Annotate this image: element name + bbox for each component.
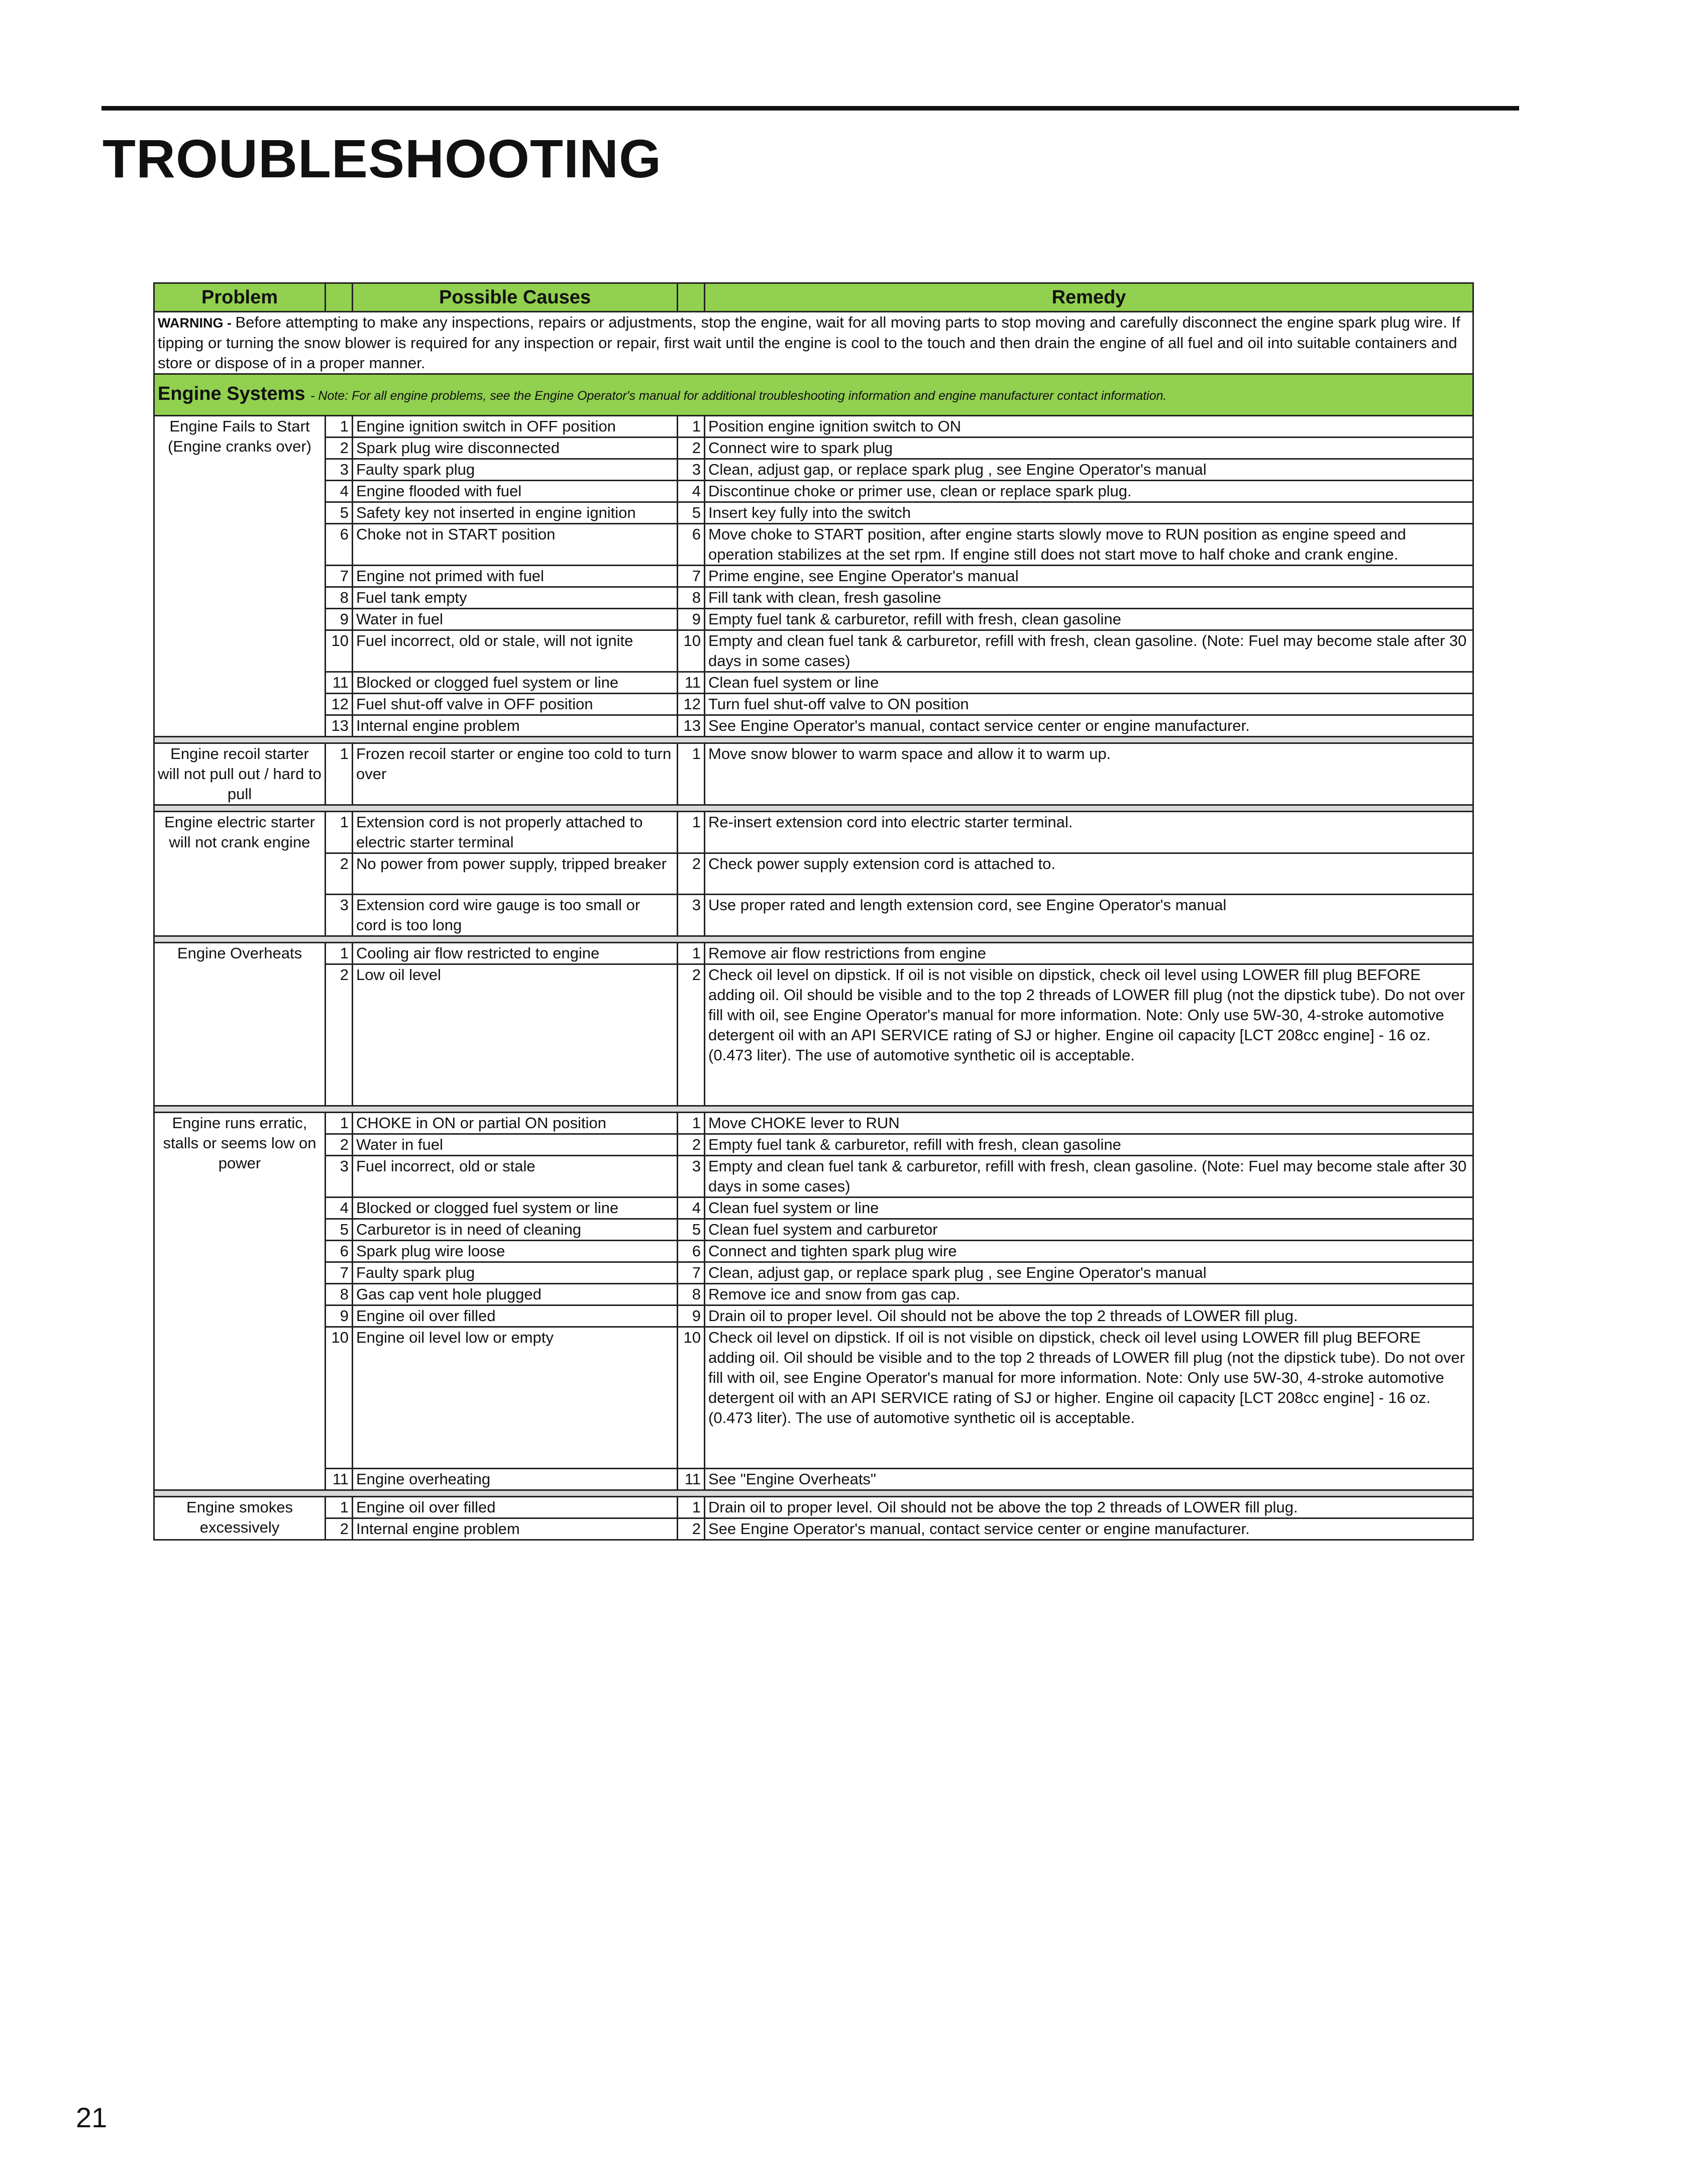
- cause-number: 1: [326, 416, 353, 438]
- cause-cell: Engine oil level low or empty: [353, 1327, 678, 1469]
- problem-cell: Engine recoil starter will not pull out / hard to pull: [154, 743, 326, 805]
- remedy-number: 3: [678, 895, 705, 936]
- cause-cell: Carburetor is in need of cleaning: [353, 1219, 678, 1241]
- remedy-number: 3: [678, 459, 705, 481]
- cause-number: 8: [326, 587, 353, 609]
- remedy-number: 2: [678, 1518, 705, 1540]
- page-number: 21: [76, 2102, 108, 2133]
- remedy-number: 7: [678, 566, 705, 587]
- table-row: [154, 524, 1473, 566]
- cause-cell: No power from power supply, tripped breaker: [353, 853, 678, 895]
- table-row: [154, 672, 1473, 694]
- table-row: [154, 895, 1473, 936]
- separator-cell: [154, 1490, 1473, 1497]
- remedy-cell: Move choke to START position, after engine starts slowly move to RUN position as engine speed and operation stabilizes at the set rpm. If engine still does not start move to half choke and crank engine.: [705, 524, 1473, 566]
- remedy-cell: Turn fuel shut-off valve to ON position: [705, 694, 1473, 715]
- page-title: TROUBLESHOOTING: [102, 128, 662, 189]
- table-row: [154, 964, 1473, 1106]
- table-row: [154, 1518, 1473, 1540]
- remedy-cell: Empty and clean fuel tank & carburetor, refill with fresh, clean gasoline. (Note: Fuel may become stale after 30 days in some cases): [705, 630, 1473, 672]
- remedy-cell: See Engine Operator's manual, contact service center or engine manufacturer.: [705, 1518, 1473, 1540]
- cause-cell: Frozen recoil starter or engine too cold to turn over: [353, 743, 678, 805]
- remedy-number: 1: [678, 743, 705, 805]
- remedy-number: 11: [678, 1469, 705, 1490]
- cause-number: 8: [326, 1284, 353, 1305]
- remedy-cell: Clean, adjust gap, or replace spark plug , see Engine Operator's manual: [705, 459, 1473, 481]
- cause-cell: Engine ignition switch in OFF position: [353, 416, 678, 438]
- cause-number: 4: [326, 1197, 353, 1219]
- remedy-number: 9: [678, 1305, 705, 1327]
- remedy-cell: Clean, adjust gap, or replace spark plug , see Engine Operator's manual: [705, 1262, 1473, 1284]
- cause-number: 6: [326, 524, 353, 566]
- cause-number: 2: [326, 853, 353, 895]
- remedy-number: 11: [678, 672, 705, 694]
- remedy-number: 13: [678, 715, 705, 737]
- remedy-number: 4: [678, 481, 705, 502]
- cause-cell: Spark plug wire disconnected: [353, 438, 678, 459]
- warning-row: [154, 312, 1473, 374]
- header-row: [154, 283, 1473, 312]
- warning-body: Before attempting to make any inspections, repairs or adjustments, stop the engine, wait for all moving parts to stop moving and carefully disconnect the engine spark plug wire. If tipping or turning the snow blower is required for any inspection or repair, first wait until the engine is cool to the touch and then drain the engine of all fuel and oil into suitable containers and store or dispose of in a proper manner.: [158, 313, 1460, 372]
- remedy-cell: Remove air flow restrictions from engine: [705, 943, 1473, 964]
- table-row: [154, 1241, 1473, 1262]
- remedy-cell: Clean fuel system and carburetor: [705, 1219, 1473, 1241]
- table-row: [154, 1469, 1473, 1490]
- table-row: [154, 1497, 1473, 1518]
- separator-cell: [154, 1106, 1473, 1113]
- warning-label: WARNING -: [158, 315, 236, 331]
- remedy-cell: Prime engine, see Engine Operator's manual: [705, 566, 1473, 587]
- remedy-cell: See Engine Operator's manual, contact service center or engine manufacturer.: [705, 715, 1473, 737]
- remedy-number: 2: [678, 1134, 705, 1156]
- cause-number: 5: [326, 1219, 353, 1241]
- engine-systems-note: - Note: For all engine problems, see the Engine Operator's manual for additional troubleshooting information and engine manufacturer contact information.: [310, 389, 1167, 403]
- problem-cell: Engine smokes excessively: [154, 1497, 326, 1540]
- remedy-number: 8: [678, 1284, 705, 1305]
- section-separator: [154, 936, 1473, 943]
- cause-cell: Extension cord is not properly attached to electric starter terminal: [353, 812, 678, 853]
- separator-cell: [154, 805, 1473, 812]
- remedy-cell: Empty fuel tank & carburetor, refill with fresh, clean gasoline: [705, 1134, 1473, 1156]
- cause-number: 7: [326, 1262, 353, 1284]
- remedy-cell: Re-insert extension cord into electric starter terminal.: [705, 812, 1473, 853]
- table-row: [154, 502, 1473, 524]
- cause-cell: Engine overheating: [353, 1469, 678, 1490]
- cause-number: 2: [326, 964, 353, 1106]
- table-row: [154, 1197, 1473, 1219]
- cause-number: 2: [326, 1134, 353, 1156]
- cause-cell: Low oil level: [353, 964, 678, 1106]
- separator-cell: [154, 936, 1473, 943]
- section-separator: [154, 1490, 1473, 1497]
- remedy-cell: Connect wire to spark plug: [705, 438, 1473, 459]
- header-problem: Problem: [154, 283, 326, 312]
- remedy-number: 1: [678, 416, 705, 438]
- engine-systems-row: [154, 374, 1473, 416]
- remedy-cell: Drain oil to proper level. Oil should not be above the top 2 threads of LOWER fill plug.: [705, 1305, 1473, 1327]
- cause-cell: Fuel incorrect, old or stale: [353, 1156, 678, 1197]
- remedy-number: 1: [678, 943, 705, 964]
- remedy-number: 5: [678, 502, 705, 524]
- remedy-cell: See "Engine Overheats": [705, 1469, 1473, 1490]
- remedy-number: 2: [678, 438, 705, 459]
- cause-number: 10: [326, 1327, 353, 1469]
- remedy-cell: Empty and clean fuel tank & carburetor, refill with fresh, clean gasoline. (Note: Fuel may become stale after 30 days in some cases): [705, 1156, 1473, 1197]
- table-row: [154, 853, 1473, 895]
- section-separator: [154, 805, 1473, 812]
- remedy-cell: Check oil level on dipstick. If oil is not visible on dipstick, check oil level using LOWER fill plug BEFORE adding oil. Oil should be visible and to the top 2 threads of LOWER fill plug (not the dipstick tube). Do not over fill with oil, see Engine Operator's manual for more information. Note: Only use 5W-30, 4-stroke automotive detergent oil with an API SERVICE rating of SJ or higher. Engine oil capacity [LCT 208cc engine] - 16 oz. (0.473 liter). The use of automotive synthetic oil is acceptable.: [705, 1327, 1473, 1469]
- cause-cell: Faulty spark plug: [353, 1262, 678, 1284]
- cause-number: 5: [326, 502, 353, 524]
- remedy-cell: Insert key fully into the switch: [705, 502, 1473, 524]
- table-row: [154, 1284, 1473, 1305]
- remedy-cell: Move CHOKE lever to RUN: [705, 1113, 1473, 1134]
- cause-cell: CHOKE in ON or partial ON position: [353, 1113, 678, 1134]
- cause-number: 12: [326, 694, 353, 715]
- table-row: [154, 1113, 1473, 1134]
- remedy-cell: Empty fuel tank & carburetor, refill with fresh, clean gasoline: [705, 609, 1473, 630]
- section-separator: [154, 1106, 1473, 1113]
- table-row: [154, 1156, 1473, 1197]
- remedy-number: 6: [678, 1241, 705, 1262]
- cause-number: 9: [326, 1305, 353, 1327]
- remedy-number: 2: [678, 853, 705, 895]
- table-row: [154, 1327, 1473, 1469]
- remedy-number: 7: [678, 1262, 705, 1284]
- remedy-cell: Use proper rated and length extension cord, see Engine Operator's manual: [705, 895, 1473, 936]
- problem-cell: Engine Overheats: [154, 943, 326, 1106]
- header-remedy: Remedy: [705, 283, 1473, 312]
- table-row: [154, 630, 1473, 672]
- cause-number: 13: [326, 715, 353, 737]
- remedy-number: 1: [678, 1497, 705, 1518]
- remedy-number: 12: [678, 694, 705, 715]
- header-spacer: [678, 283, 705, 312]
- engine-systems-label: Engine Systems: [158, 383, 305, 404]
- table-row: [154, 416, 1473, 438]
- separator-cell: [154, 737, 1473, 743]
- remedy-number: 4: [678, 1197, 705, 1219]
- cause-number: 3: [326, 895, 353, 936]
- cause-cell: Fuel shut-off valve in OFF position: [353, 694, 678, 715]
- section-separator: [154, 737, 1473, 743]
- cause-number: 3: [326, 459, 353, 481]
- cause-cell: Water in fuel: [353, 609, 678, 630]
- cause-cell: Engine flooded with fuel: [353, 481, 678, 502]
- remedy-cell: Clean fuel system or line: [705, 1197, 1473, 1219]
- cause-cell: Fuel incorrect, old or stale, will not ignite: [353, 630, 678, 672]
- remedy-number: 1: [678, 1113, 705, 1134]
- table-row: [154, 566, 1473, 587]
- table-row: [154, 1262, 1473, 1284]
- cause-cell: Internal engine problem: [353, 715, 678, 737]
- cause-number: 1: [326, 743, 353, 805]
- cause-cell: Blocked or clogged fuel system or line: [353, 672, 678, 694]
- table-row: [154, 609, 1473, 630]
- cause-cell: Choke not in START position: [353, 524, 678, 566]
- remedy-cell: Clean fuel system or line: [705, 672, 1473, 694]
- remedy-cell: Check oil level on dipstick. If oil is not visible on dipstick, check oil level using LOWER fill plug BEFORE adding oil. Oil should be visible and to the top 2 threads of LOWER fill plug (not the dipstick tube). Do not over fill with oil, see Engine Operator's manual for more information. Note: Only use 5W-30, 4-stroke automotive detergent oil with an API SERVICE rating of SJ or higher. Engine oil capacity [LCT 208cc engine] - 16 oz. (0.473 liter). The use of automotive synthetic oil is acceptable.: [705, 964, 1473, 1106]
- cause-number: 11: [326, 672, 353, 694]
- table-row: [154, 587, 1473, 609]
- remedy-number: 3: [678, 1156, 705, 1197]
- cause-number: 3: [326, 1156, 353, 1197]
- remedy-cell: Discontinue choke or primer use, clean or replace spark plug.: [705, 481, 1473, 502]
- table-row: [154, 1305, 1473, 1327]
- table-row: [154, 694, 1473, 715]
- cause-number: 1: [326, 812, 353, 853]
- warning-text: [154, 312, 1473, 374]
- cause-cell: Cooling air flow restricted to engine: [353, 943, 678, 964]
- remedy-number: 10: [678, 630, 705, 672]
- remedy-number: 2: [678, 964, 705, 1106]
- cause-number: 1: [326, 1497, 353, 1518]
- cause-number: 6: [326, 1241, 353, 1262]
- cause-cell: Blocked or clogged fuel system or line: [353, 1197, 678, 1219]
- remedy-cell: Fill tank with clean, fresh gasoline: [705, 587, 1473, 609]
- cause-number: 10: [326, 630, 353, 672]
- table-row: [154, 481, 1473, 502]
- remedy-cell: Move snow blower to warm space and allow it to warm up.: [705, 743, 1473, 805]
- table-row: [154, 1219, 1473, 1241]
- table-row: [154, 1134, 1473, 1156]
- cause-cell: Extension cord wire gauge is too small or cord is too long: [353, 895, 678, 936]
- cause-number: 2: [326, 438, 353, 459]
- cause-number: 9: [326, 609, 353, 630]
- table-row: [154, 743, 1473, 805]
- remedy-cell: Connect and tighten spark plug wire: [705, 1241, 1473, 1262]
- table-row: [154, 943, 1473, 964]
- cause-cell: Engine oil over filled: [353, 1305, 678, 1327]
- cause-cell: Water in fuel: [353, 1134, 678, 1156]
- problem-cell: Engine electric starter will not crank engine: [154, 812, 326, 936]
- remedy-number: 6: [678, 524, 705, 566]
- top-rule: [101, 106, 1519, 111]
- cause-cell: Fuel tank empty: [353, 587, 678, 609]
- cause-cell: Engine oil over filled: [353, 1497, 678, 1518]
- remedy-number: 9: [678, 609, 705, 630]
- cause-number: 2: [326, 1518, 353, 1540]
- cause-number: 7: [326, 566, 353, 587]
- cause-number: 1: [326, 943, 353, 964]
- header-causes: Possible Causes: [353, 283, 678, 312]
- table-row: [154, 459, 1473, 481]
- remedy-cell: Drain oil to proper level. Oil should not be above the top 2 threads of LOWER fill plug.: [705, 1497, 1473, 1518]
- problem-cell: Engine Fails to Start (Engine cranks over): [154, 416, 326, 737]
- cause-number: 11: [326, 1469, 353, 1490]
- cause-cell: Internal engine problem: [353, 1518, 678, 1540]
- troubleshooting-table: [153, 282, 1474, 1541]
- table-row: [154, 812, 1473, 853]
- remedy-cell: Check power supply extension cord is attached to.: [705, 853, 1473, 895]
- table-row: [154, 715, 1473, 737]
- engine-systems-cell: [154, 374, 1473, 416]
- remedy-number: 1: [678, 812, 705, 853]
- cause-cell: Spark plug wire loose: [353, 1241, 678, 1262]
- cause-number: 4: [326, 481, 353, 502]
- problem-cell: Engine runs erratic, stalls or seems low on power: [154, 1113, 326, 1490]
- cause-cell: Engine not primed with fuel: [353, 566, 678, 587]
- cause-cell: Faulty spark plug: [353, 459, 678, 481]
- cause-cell: Gas cap vent hole plugged: [353, 1284, 678, 1305]
- remedy-cell: Position engine ignition switch to ON: [705, 416, 1473, 438]
- remedy-number: 8: [678, 587, 705, 609]
- table-row: [154, 438, 1473, 459]
- remedy-number: 10: [678, 1327, 705, 1469]
- remedy-number: 5: [678, 1219, 705, 1241]
- cause-number: 1: [326, 1113, 353, 1134]
- cause-cell: Safety key not inserted in engine ignition: [353, 502, 678, 524]
- remedy-cell: Remove ice and snow from gas cap.: [705, 1284, 1473, 1305]
- header-spacer: [326, 283, 353, 312]
